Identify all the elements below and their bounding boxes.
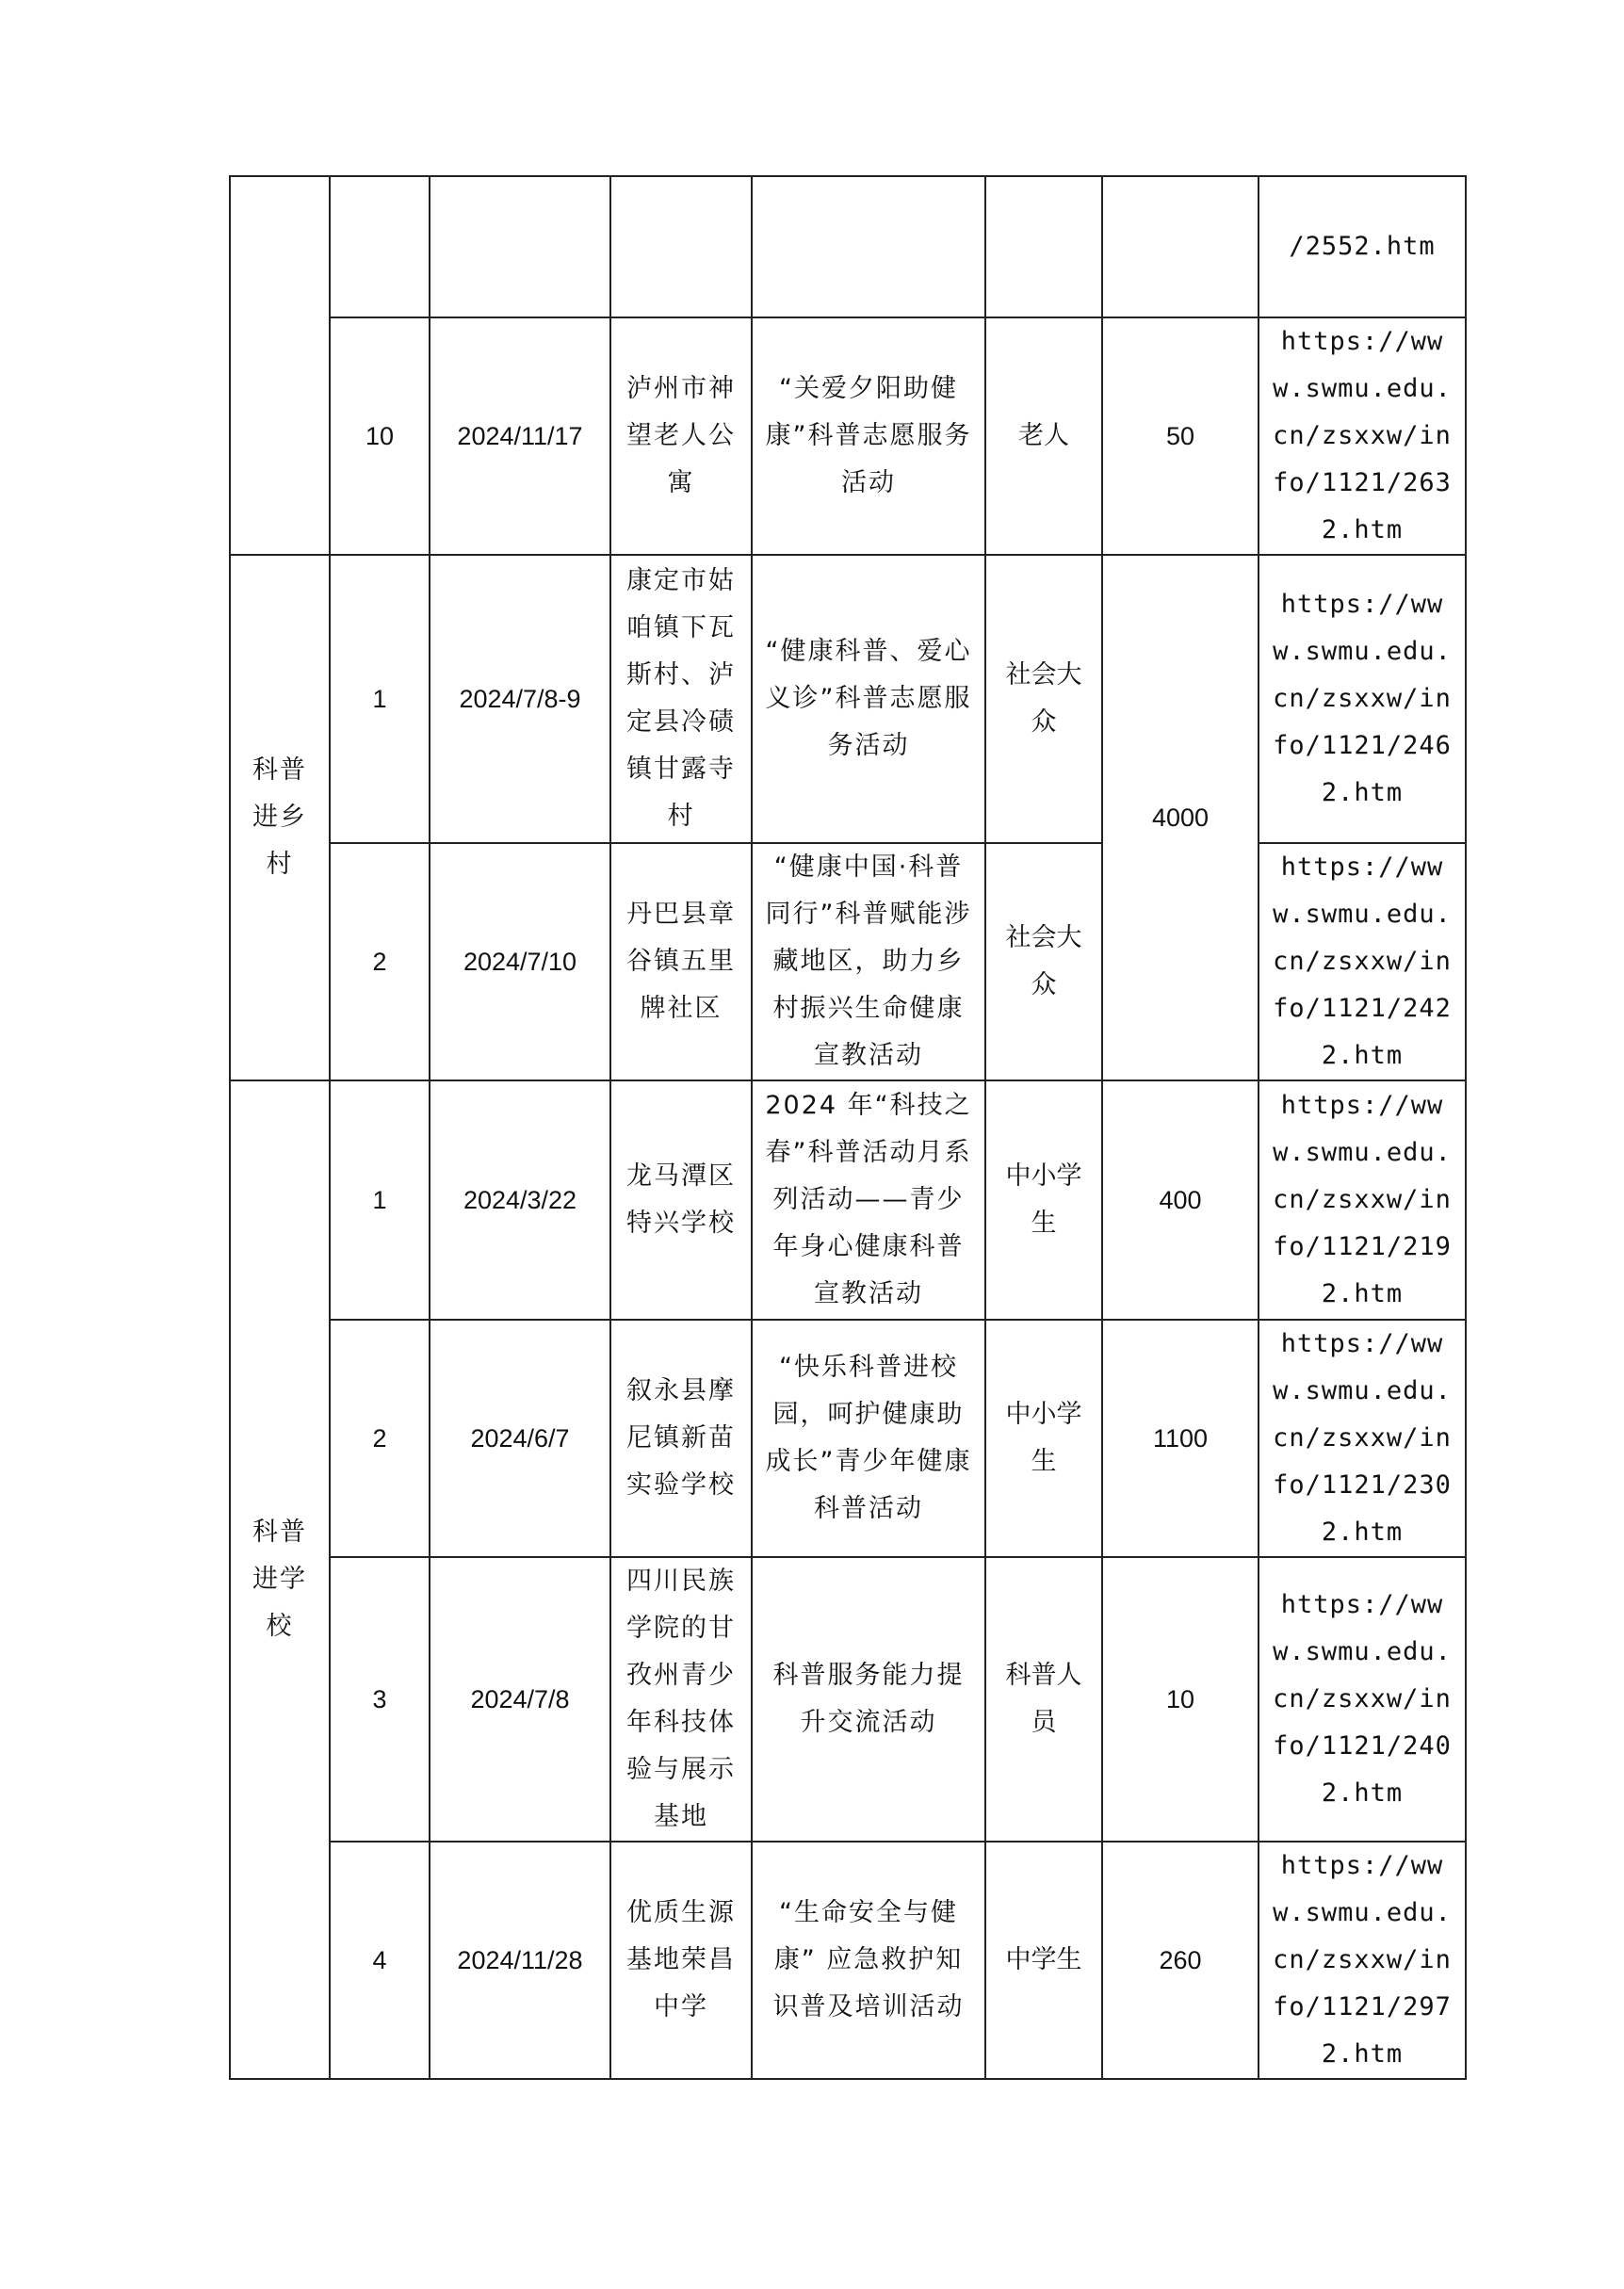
link-cell[interactable]: https://www.swmu.edu.cn/zsxxw/info/1121/2462.htm [1259,555,1466,843]
audience-cell: 社会大众 [985,843,1102,1080]
activity-cell: “健康科普、爱心义诊”科普志愿服务活动 [752,555,985,843]
people-cell [1102,176,1259,317]
number-cell: 2 [330,843,430,1080]
number-cell: 10 [330,317,430,555]
audience-cell: 社会大众 [985,555,1102,843]
location-cell: 泸州市神望老人公寓 [610,317,752,555]
date-cell: 2024/11/28 [430,1842,610,2079]
table-row [230,555,1466,843]
table-row [230,1557,1466,1842]
number-cell: 1 [330,1080,430,1320]
audience-cell: 老人 [985,317,1102,555]
category-cell-school: 科普进学校 [230,1080,330,2079]
audience-cell: 科普人员 [985,1557,1102,1842]
activity-cell: 科普服务能力提升交流活动 [752,1557,985,1842]
number-cell: 1 [330,555,430,843]
audience-cell: 中学生 [985,1842,1102,2079]
date-cell: 2024/7/10 [430,843,610,1080]
link-cell[interactable]: https://www.swmu.edu.cn/zsxxw/info/1121/2632.htm [1259,317,1466,555]
table-row [230,1320,1466,1557]
date-cell: 2024/3/22 [430,1080,610,1320]
location-cell [610,176,752,317]
link-cell[interactable]: https://www.swmu.edu.cn/zsxxw/info/1121/2192.htm [1259,1080,1466,1320]
table-row [230,1842,1466,2079]
date-cell: 2024/6/7 [430,1320,610,1557]
people-cell-village: 4000 [1102,555,1259,1080]
activity-cell: 2024 年“科技之春”科普活动月系列活动——青少年身心健康科普宣教活动 [752,1080,985,1320]
people-cell: 400 [1102,1080,1259,1320]
activity-cell [752,176,985,317]
activity-cell: “快乐科普进校园，呵护健康助成长”青少年健康科普活动 [752,1320,985,1557]
table-row [230,843,1466,1080]
location-cell: 龙马潭区特兴学校 [610,1080,752,1320]
link-cell[interactable]: https://www.swmu.edu.cn/zsxxw/info/1121/2972.htm [1259,1842,1466,2079]
activity-cell: “健康中国·科普同行”科普赋能涉藏地区，助力乡村振兴生命健康宣教活动 [752,843,985,1080]
people-cell: 1100 [1102,1320,1259,1557]
number-cell: 4 [330,1842,430,2079]
date-cell: 2024/7/8 [430,1557,610,1842]
category-cell-village: 科普进乡村 [230,555,330,1080]
link-cell[interactable]: https://www.swmu.edu.cn/zsxxw/info/1121/2402.htm [1259,1557,1466,1842]
table-row [230,176,1466,317]
activity-table [229,175,1467,2080]
category-cell [230,176,330,555]
location-cell: 四川民族学院的甘孜州青少年科技体验与展示基地 [610,1557,752,1842]
number-cell: 3 [330,1557,430,1842]
location-cell: 叙永县摩尼镇新苗实验学校 [610,1320,752,1557]
location-cell: 优质生源基地荣昌中学 [610,1842,752,2079]
audience-cell [985,176,1102,317]
location-cell: 康定市姑咱镇下瓦斯村、泸定县冷碛镇甘露寺村 [610,555,752,843]
number-cell: 2 [330,1320,430,1557]
people-cell: 10 [1102,1557,1259,1842]
table-row [230,317,1466,555]
link-cell[interactable]: /2552.htm [1259,176,1466,317]
activity-cell: “关爱夕阳助健康”科普志愿服务活动 [752,317,985,555]
people-cell: 260 [1102,1842,1259,2079]
link-cell[interactable]: https://www.swmu.edu.cn/zsxxw/info/1121/2422.htm [1259,843,1466,1080]
audience-cell: 中小学生 [985,1320,1102,1557]
date-cell [430,176,610,317]
number-cell [330,176,430,317]
people-cell: 50 [1102,317,1259,555]
table-row [230,1080,1466,1320]
date-cell: 2024/11/17 [430,317,610,555]
link-cell[interactable]: https://www.swmu.edu.cn/zsxxw/info/1121/2302.htm [1259,1320,1466,1557]
activity-cell: “生命安全与健康” 应急救护知识普及培训活动 [752,1842,985,2079]
date-cell: 2024/7/8-9 [430,555,610,843]
location-cell: 丹巴县章谷镇五里牌社区 [610,843,752,1080]
audience-cell: 中小学生 [985,1080,1102,1320]
